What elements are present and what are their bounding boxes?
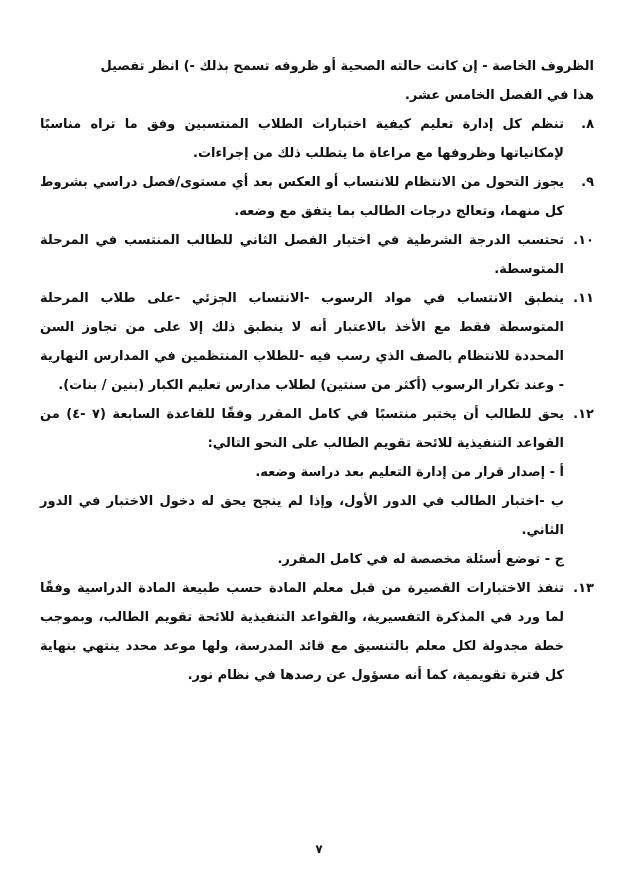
sub-item-text: ج - توضع أسئلة مخصصة له في كامل المقرر. (277, 552, 564, 567)
item-number: ٨. (581, 117, 594, 132)
sub-item-a (40, 458, 594, 487)
list-item-9 (40, 168, 594, 226)
item-number: ١٠. (573, 233, 594, 248)
list-item-10 (40, 226, 594, 284)
item-number: ١٣. (573, 581, 594, 596)
sub-item-c (40, 545, 594, 574)
intro-line-2: هذا في الفصل الخامس عشر. (404, 88, 594, 103)
sub-item-b (40, 487, 594, 545)
document-body (40, 52, 594, 690)
item-text: تنفذ الاختبارات القصيرة من قبل معلم المادة حسب طبيعة المادة الدراسية وفقًا لما ورد في المذكرة التفسيرية، والقواعد التنفيذية للائحة تقويم الطالب، وبموجب خطة مجدولة لكل معلم بالتنسيق مع قائد المدرسة، ولها موعد محدد ينتهي بنهاية كل فترة تقويمية، كما أنه مسؤول عن رصدها في نظام نور. (40, 581, 564, 683)
sub-item-text: ب -اختبار الطالب في الدور الأول، وإذا لم ينجح يحق له دخول الاختبار في الدور الثاني. (40, 494, 564, 538)
item-number: ١١. (573, 291, 594, 306)
item-number: ١٢. (573, 407, 594, 422)
page-number: ٧ (315, 842, 323, 856)
sub-item-text: أ - إصدار قرار من إدارة التعليم بعد دراسة وضعه. (255, 465, 564, 480)
list-item-8 (40, 110, 594, 168)
item-text: يجوز التحول من الانتظام للانتساب أو العكس بعد أي مستوى/فصل دراسي بشروط كل منهما، وتعالج درجات الطالب بما يتفق مع وضعه. (40, 175, 564, 219)
list-item-11 (40, 284, 594, 400)
list-item-13 (40, 574, 594, 690)
item-text: تنظم كل إدارة تعليم كيفية اختبارات الطلاب المنتسبين وفق ما تراه مناسبًا لإمكانياتها وظروفها مع مراعاة ما يتطلب ذلك من إجراءات. (40, 117, 564, 161)
item-text: يحق للطالب أن يختبر منتسبًا في كامل المقرر وفقًا للقاعدة السابعة (٧ -٤) من القواعد التنفيذية للائحة تقويم الطالب على النحو التالي: (40, 407, 565, 451)
item-number: ٩. (581, 175, 594, 190)
intro-line-1: الظروف الخاصة - إن كانت حالته الصحية أو ظروفه تسمح بذلك -) انظر تفصيل (100, 59, 594, 74)
list-item-12 (40, 400, 594, 458)
intro-paragraph (40, 52, 594, 110)
item-text: ينطبق الانتساب في مواد الرسوب -الانتساب الجزئي -على طلاب المرحلة المتوسطة فقط مع الأخذ بالاعتبار أنه لا ينطبق ذلك إلا على من تجاوز السن المحددة للانتظام بالصف الذي رسب فيه -للطلاب المنتظمين في المدارس النهارية - وعند تكرار الرسوب (أكثر من سنتين) لطلاب مدارس تعليم الكبار (بنين / بنات). (40, 291, 564, 393)
item-text: تحتسب الدرجة الشرطية في اختبار الفصل الثاني للطالب المنتسب في المرحلة المتوسطة. (40, 233, 564, 277)
